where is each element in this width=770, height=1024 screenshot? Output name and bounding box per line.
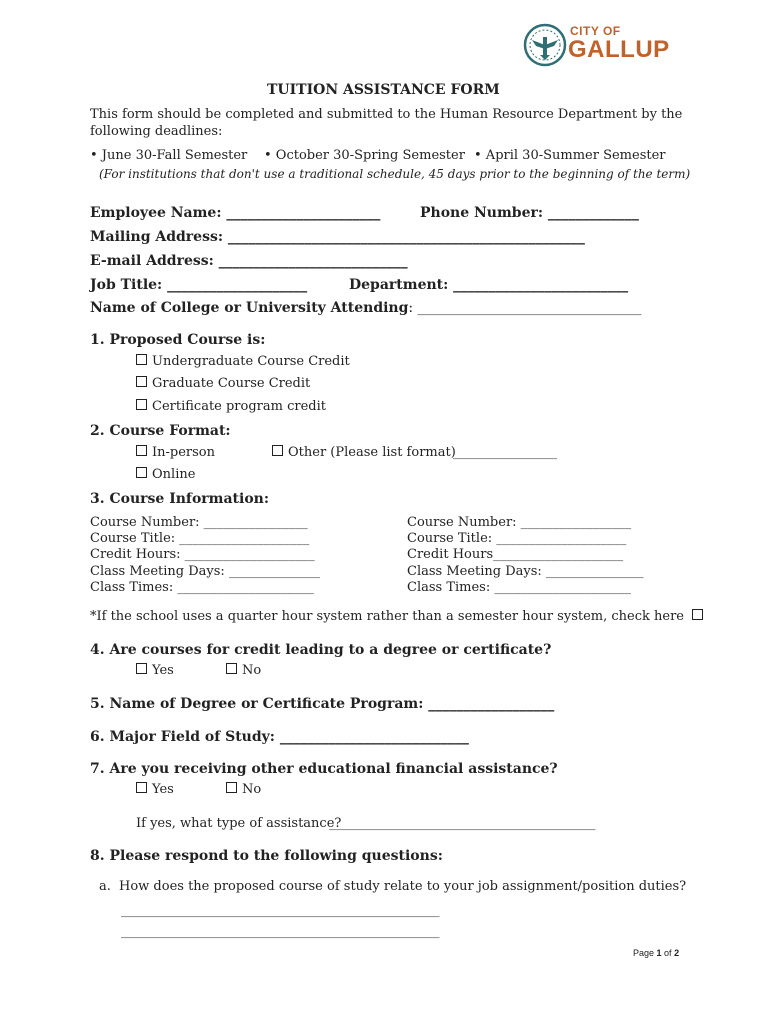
deadline-summer: • April 30-Summer Semester xyxy=(474,148,666,163)
checkbox-icon xyxy=(136,782,147,793)
checkbox-label: Yes xyxy=(152,663,174,678)
city-logo xyxy=(523,22,695,68)
college-label: Name of College or University Attending xyxy=(90,300,409,316)
class-times-left[interactable]: Class Times: _____________________ xyxy=(90,580,314,595)
deadline-fall: • June 30-Fall Semester xyxy=(90,148,248,163)
checkbox-icon xyxy=(136,376,147,387)
college-line: : ________________________________ xyxy=(408,300,642,316)
section-5-heading: 5. Name of Degree or Certificate Program: xyxy=(90,696,424,712)
degree-program-line: __________________ xyxy=(428,696,555,712)
section-3-heading: 3. Course Information: xyxy=(90,491,270,507)
checkbox-icon xyxy=(136,467,147,478)
degree-yes-checkbox[interactable] xyxy=(136,663,174,678)
college-field[interactable] xyxy=(90,300,642,316)
credit-hours-right[interactable]: Credit Hours____________________ xyxy=(407,547,624,562)
deadline-spring: • October 30-Spring Semester xyxy=(264,148,465,163)
checkbox-label: Graduate Course Credit xyxy=(152,376,311,391)
checkbox-icon xyxy=(692,609,703,620)
assistance-yes-checkbox[interactable] xyxy=(136,782,174,797)
checkbox-icon xyxy=(272,445,283,456)
checkbox-label: Undergraduate Course Credit xyxy=(152,354,350,369)
online-checkbox[interactable] xyxy=(136,467,195,482)
checkbox-icon xyxy=(136,399,147,410)
checkbox-label: In-person xyxy=(152,445,216,460)
checkbox-label: Other (Please list format) xyxy=(288,445,456,460)
assistance-type-label: If yes, what type of assistance? xyxy=(136,816,342,831)
section-1-heading: 1. Proposed Course is: xyxy=(90,332,266,348)
checkbox-icon xyxy=(136,354,147,365)
page-current: 1 xyxy=(656,948,662,958)
section-8-heading: 8. Please respond to the following questions: xyxy=(90,848,443,864)
checkbox-label: No xyxy=(242,782,262,797)
course-number-left[interactable]: Course Number: ________________ xyxy=(90,515,308,530)
answer-a-line-1[interactable]: _________________________________________________ xyxy=(121,903,440,918)
undergraduate-checkbox[interactable] xyxy=(136,354,350,369)
section-7-heading: 7. Are you receiving other educational financial assistance? xyxy=(90,761,558,777)
course-title-right[interactable]: Course Title: ____________________ xyxy=(407,531,627,546)
intro-line-2: following deadlines: xyxy=(90,124,223,139)
course-title-left[interactable]: Course Title: ____________________ xyxy=(90,531,310,546)
checkbox-label: Certificate program credit xyxy=(152,399,326,414)
checkbox-icon xyxy=(226,663,237,674)
employee-name-field[interactable]: Employee Name: ______________________ xyxy=(90,205,381,221)
meeting-days-right[interactable]: Class Meeting Days: _______________ xyxy=(407,564,644,579)
department-field[interactable]: Department: _________________________ xyxy=(349,277,629,293)
major-field[interactable] xyxy=(90,729,469,745)
question-a-marker: a. xyxy=(99,879,111,894)
assistance-no-checkbox[interactable] xyxy=(226,782,261,797)
quarter-hour-note: *If the school uses a quarter hour system rather than a semester hour system, check here xyxy=(90,609,684,624)
graduate-checkbox[interactable] xyxy=(136,376,310,391)
mailing-address-field[interactable]: Mailing Address: ___________________________________________________ xyxy=(90,229,585,245)
answer-a-line-2[interactable]: _________________________________________________ xyxy=(121,924,440,939)
job-title-field[interactable]: Job Title: ____________________ xyxy=(90,277,308,293)
page-number xyxy=(633,948,679,958)
certificate-checkbox[interactable] xyxy=(136,399,326,414)
course-number-right[interactable]: Course Number: _________________ xyxy=(407,515,632,530)
logo-gallup-text: GALLUP xyxy=(568,36,670,63)
assistance-type-input[interactable]: _________________________________________ xyxy=(329,816,596,831)
phone-number-field[interactable]: Phone Number: _____________ xyxy=(420,205,639,221)
other-format-input[interactable]: ________________ xyxy=(453,445,557,460)
checkbox-label: Online xyxy=(152,467,196,482)
class-times-right[interactable]: Class Times: _____________________ xyxy=(407,580,631,595)
checkbox-icon xyxy=(136,663,147,674)
credit-hours-left[interactable]: Credit Hours: ____________________ xyxy=(90,547,315,562)
meeting-days-left[interactable]: Class Meeting Days: ______________ xyxy=(90,564,320,579)
quarter-hour-checkbox[interactable] xyxy=(90,609,708,624)
of-word: of xyxy=(661,948,675,958)
page-total: 2 xyxy=(674,948,680,958)
section-6-heading: 6. Major Field of Study: xyxy=(90,729,275,745)
degree-program-field[interactable] xyxy=(90,696,554,712)
page-word: Page xyxy=(633,948,657,958)
question-a-text: How does the proposed course of study relate to your job assignment/position duties? xyxy=(119,879,687,894)
major-field-line: ___________________________ xyxy=(279,729,469,745)
checkbox-label: Yes xyxy=(152,782,174,797)
email-address-field[interactable]: E-mail Address: ___________________________ xyxy=(90,253,408,269)
intro-line-1: This form should be completed and submitted to the Human Resource Department by the xyxy=(90,107,683,122)
degree-no-checkbox[interactable] xyxy=(226,663,261,678)
checkbox-label: No xyxy=(242,663,262,678)
section-2-heading: 2. Course Format: xyxy=(90,423,231,439)
section-4-heading: 4. Are courses for credit leading to a degree or certificate? xyxy=(90,642,552,658)
checkbox-icon xyxy=(136,445,147,456)
other-format-checkbox[interactable] xyxy=(272,445,456,460)
schedule-note: (For institutions that don't use a traditional schedule, 45 days prior to the beginning of the term) xyxy=(99,167,691,181)
checkbox-icon xyxy=(226,782,237,793)
page-title: TUITION ASSISTANCE FORM xyxy=(267,82,500,98)
in-person-checkbox[interactable] xyxy=(136,445,215,460)
logo-city-text: CITY OF xyxy=(570,24,621,38)
